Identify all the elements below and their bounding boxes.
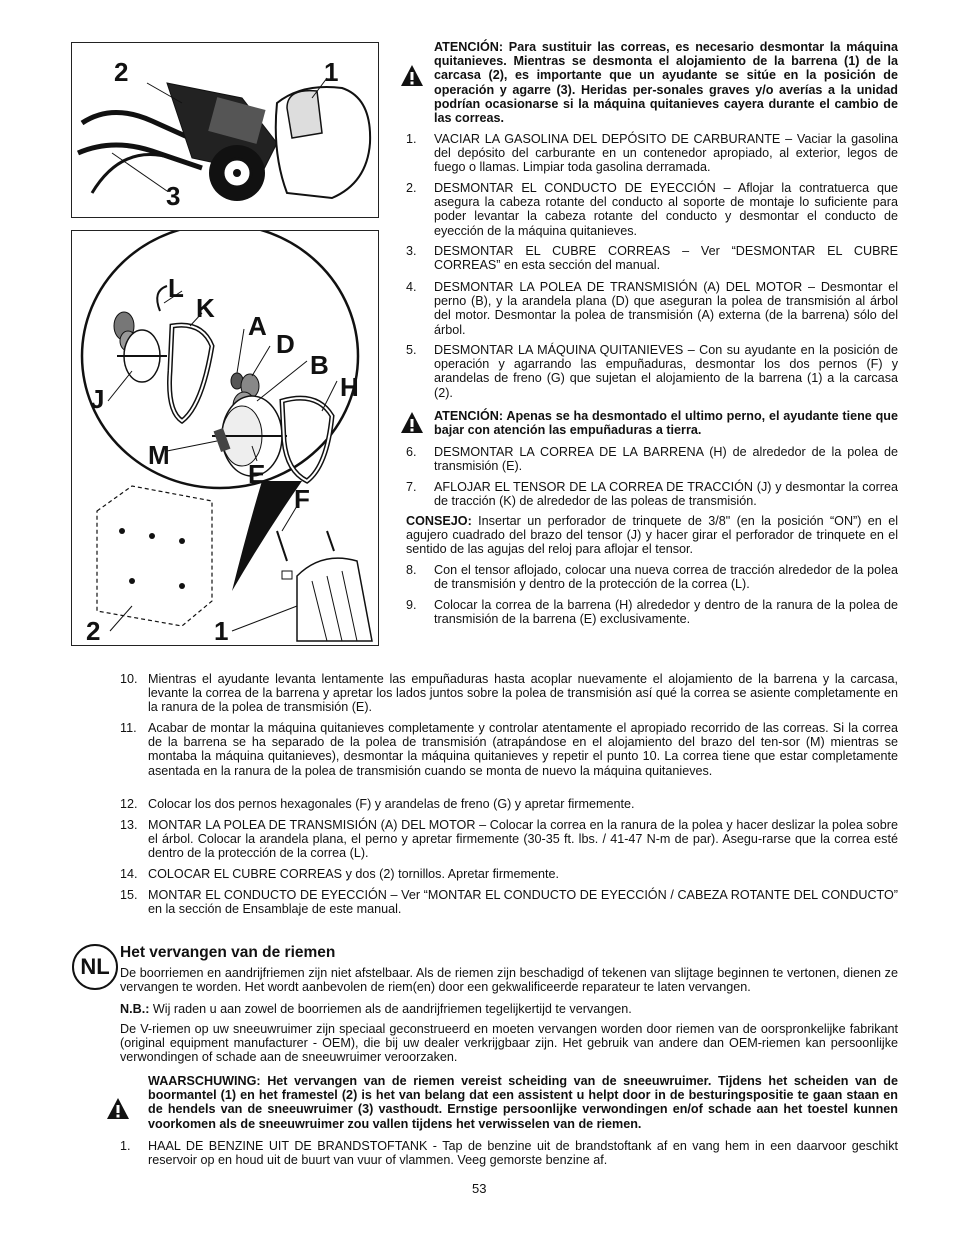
spanish-tip [406, 514, 898, 557]
warning-triangle-icon [400, 411, 424, 435]
figure2-label-K: K [196, 293, 215, 323]
step-text: Mientras el ayudante levanta lentamente las empuñaduras hasta acoplar nuevamente el alojamiento de la barrena y la carcasa, levante la correa de la barrena y apretar los lados juntos sobre la polea de transmisión así qué la correa se asiente completamente en la ranura de la polea de transmisión (E). [148, 672, 898, 715]
step-text: DESMONTAR EL CUBRE CORREAS – Ver “DESMONTAR EL CUBRE CORREAS” en esta sección del manual. [434, 244, 898, 273]
step-text: DESMONTAR EL CONDUCTO DE EYECCIÓN – Aflojar la contratuerca que asegura la cabeza rotante del conducto al soporte de montaje lo suficiente para poder levantar la cabeza rotante del conducto y desmontar el conducto de eyección de la máquina quitanieves. [434, 181, 898, 238]
dutch-nb [120, 1002, 898, 1016]
step-number: 12. [120, 797, 138, 811]
step-number: 9. [406, 598, 417, 612]
figure2-label-A: A [248, 311, 267, 341]
dutch-paragraph-2: De V-riemen op uw sneeuwruimer zijn speciaal geconstrueerd en moeten vervangen worden door riemen van de oorspronkelijke fabrikant (original equipment manufacturer - OEM), die bij uw dealer verkrijgbaar zijn. Het gebruik van andere dan OEM-riemen kan persoonlijke verwondingen of schade aan de sneeuwruimer veroorzaken. [120, 1022, 898, 1065]
step-number: 7. [406, 480, 417, 494]
step-number: 15. [120, 888, 138, 902]
figure2-label-B: B [310, 350, 329, 380]
figure2-label-M: M [148, 440, 170, 470]
nb-label: N.B.: [120, 1002, 150, 1016]
step-number: 2. [406, 181, 417, 195]
figure2-label-1: 1 [214, 616, 229, 646]
language-badge-nl: NL [72, 944, 118, 990]
figure2-label-L: L [168, 273, 184, 303]
figure2-label-F: F [294, 484, 310, 514]
dutch-paragraph-1: De boorriemen en aandrijfriemen zijn niet afstelbaar. Als de riemen zijn beschadigd of tekenen van slijtage beginnen te vertonen, dienen ze vervangen te worden. Het wordt aanbevolen de riem(en) door een gekwalificeerde reparateur te laten vervangen. [120, 966, 898, 995]
spanish-warning-1: ATENCIÓN: Para sustituir las correas, es necesario desmontar la máquina quitanieves. Mientras se desmonta el alojamiento de la barrena (1) de la carcasa (2), es importante que un ayudante se sitúe en la posición de operación y agarre (3). Heridas per-sonales graves y/o averías a la unidad podrían ocasionarse si la máquina quitanieves cayera durante el cambio de las correas. [434, 40, 898, 126]
step-text: HAAL DE BENZINE UIT DE BRANDSTOFTANK - Tap de benzine uit de brandstoftank af en vang hem in een daarvoor geschikt reservoir op en houd uit de buurt van vuur of vlammen. Veeg gemorste benzine af. [148, 1139, 898, 1168]
figure1-label-2: 2 [114, 57, 129, 87]
tip-text: Insertar un perforador de trinquete de 3/8" (en la posición “ON”) en el agujero cuadrado del brazo del tensor (J) y hacer girar el perforador de trinquete en el sentido de las agujas del reloj para aflojar el tensor. [406, 514, 898, 557]
step-number: 1. [406, 132, 417, 146]
warning-triangle-icon [400, 64, 424, 88]
figure2-label-J: J [90, 384, 105, 414]
step-number: 10. [120, 672, 138, 686]
step-text: VACIAR LA GASOLINA DEL DEPÓSITO DE CARBURANTE – Vaciar la gasolina del depósito del carburante en un contenedor apropiado, al exterior, legos de fuego o llamas. Limpiar toda gasolina derramada. [434, 132, 898, 175]
step-number: 1. [120, 1139, 131, 1153]
belt-assembly-illustration [72, 231, 378, 645]
step-text: Colocar los dos pernos hexagonales (F) y arandelas de freno (G) y apretar firmemente. [148, 797, 635, 811]
tip-label: CONSEJO: [406, 514, 472, 528]
figure-belt-assembly [71, 230, 379, 646]
step-number: 4. [406, 280, 417, 294]
warning-triangle-icon [106, 1097, 130, 1121]
step-text: COLOCAR EL CUBRE CORREAS y dos (2) tornillos. Apretar firmemente. [148, 867, 560, 881]
step-number: 5. [406, 343, 417, 357]
figure2-label-E: E [248, 459, 266, 489]
step-number: 14. [120, 867, 138, 881]
step-text: AFLOJAR EL TENSOR DE LA CORREA DE TRACCIÓN (J) y desmontar la correa de tracción (K) de alrededor de las poleas de transmisión. [434, 480, 898, 509]
step-number: 13. [120, 818, 138, 832]
step-number: 8. [406, 563, 417, 577]
spanish-warning-2: ATENCIÓN: Apenas se ha desmontado el ultimo perno, el ayudante tiene que bajar con atención las empuñaduras a tierra. [434, 409, 898, 438]
step-text: DESMONTAR LA MÁQUINA QUITANIEVES – Con su ayudante en la posición de operación y agarrando las empuñaduras, desmontar los dos pernos (F) y arandelas de freno (G) que sujetan el alojamiento de la barrena (1) a la carcasa (2). [434, 343, 898, 400]
step-number: 3. [406, 244, 417, 258]
figure2-label-D: D [276, 329, 295, 359]
step-text: Con el tensor aflojado, colocar una nueva correa de tracción alrededor de la polea de transmisión y dentro de la protección de la correa (L). [434, 563, 898, 592]
dutch-heading: Het vervangen van de riemen [120, 944, 336, 961]
page-number: 53 [472, 1181, 487, 1196]
figure-snowblower-separation [71, 42, 379, 218]
step-number: 11. [120, 721, 137, 735]
step-text: Acabar de montar la máquina quitanieves completamente y controlar atentamente el apropiado recorrido de las correas. Si la correa de la barrena se ha separado de la polea de transmisión (atrapándose en el alojamiento del brazo del ten-sor (M) mientras se montaba la máquina quitanieves), desmontar la máquina quitanieves y repetir el punto 10. La correa tiene que estar completamente asentada en la ranura de la polea de transmisión cuando se monta de nuevo la máquina quitanieves. [148, 721, 898, 778]
figure2-label-2: 2 [86, 616, 101, 646]
dutch-warning: WAARSCHUWING: Het vervangen van de riemen vereist scheiding van de sneeuwruimer. Tijdens het scheiden van de boormantel (1) en het framestel (2) is het van belang dat een assistent u helpt door in de besturingspositie te gaan staan en de hendels van de sneeuwruimer (3) vasthoudt. Ernstige persoonlijke verwondingen en/of schade aan het toestel kunnen voorkomen als de sneeuwruimer zou vallen tijdens het verwisselen van de riemen. [148, 1074, 898, 1131]
step-text: MONTAR EL CONDUCTO DE EYECCIÓN – Ver “MONTAR EL CONDUCTO DE EYECCIÓN / CABEZA ROTANTE DEL CONDUCTO” en la sección de Ensamblaje de este manual. [148, 888, 898, 917]
step-number: 6. [406, 445, 417, 459]
step-text: MONTAR LA POLEA DE TRANSMISIÓN (A) DEL MOTOR – Colocar la correa en la ranura de la polea y hacer deslizar la polea sobre el árbol. Colocar la arandela plana, el perno y apretar firmemente (30-35 ft. lbs. / 41-47 N-m de par). Asegu-rarse que la correa esté dentro de la protección de la correa (L). [148, 818, 898, 861]
step-text: DESMONTAR LA CORREA DE LA BARRENA (H) de alrededor de la polea de transmisión (E). [434, 445, 898, 474]
nb-text: Wij raden u aan zowel de boorriemen als de aandrijfriemen tegelijkertijd te vervangen. [149, 1002, 632, 1016]
step-text: DESMONTAR LA POLEA DE TRANSMISIÓN (A) DEL MOTOR – Desmontar el perno (B), y la arandela plana (D) que aseguran la polea de transmisión al árbol del motor. Desmontar la polea de transmisión (A) externa (de la barrena) sólo del árbol. [434, 280, 898, 337]
figure1-label-1: 1 [324, 57, 339, 87]
figure2-label-H: H [340, 372, 359, 402]
figure1-label-3: 3 [166, 181, 181, 211]
step-text: Colocar la correa de la barrena (H) alrededor y dentro de la ranura de la polea de transmisión de la barrena (E) exclusivamente. [434, 598, 898, 627]
